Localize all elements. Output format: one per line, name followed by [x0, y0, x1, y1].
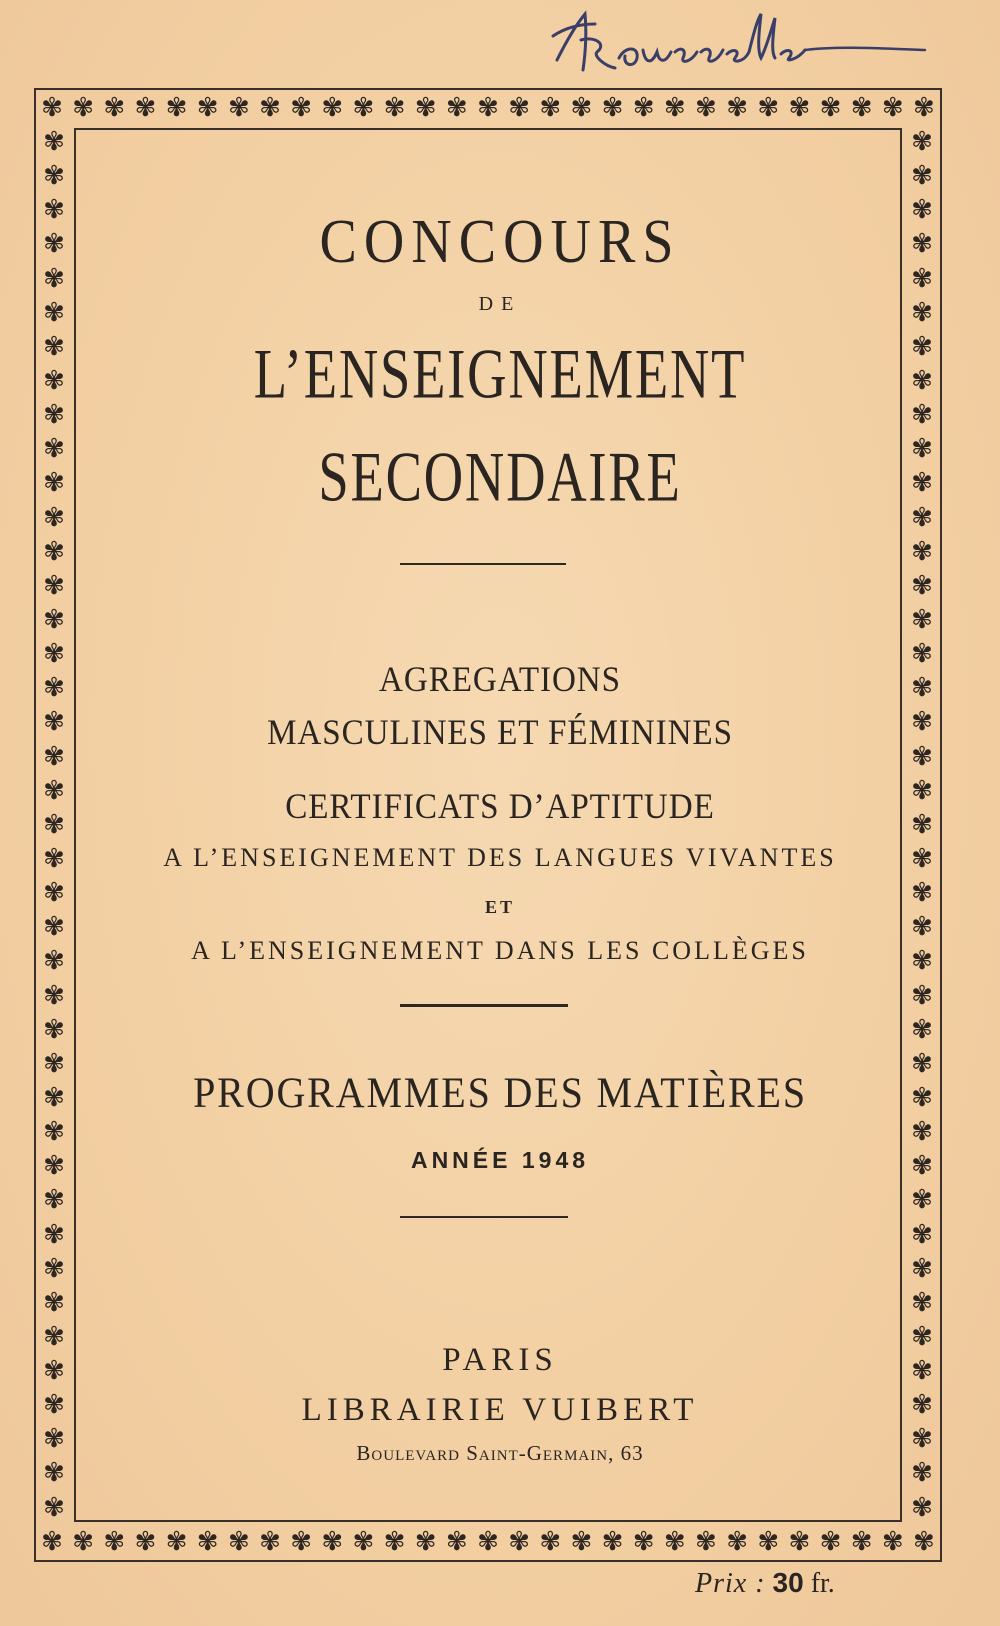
flower-ornament: ✾: [911, 1219, 933, 1250]
flower-ornament: ✾: [445, 1527, 468, 1557]
flower-ornament: ✾: [757, 1527, 780, 1557]
flower-ornament: ✾: [445, 93, 468, 123]
flower-ornament: ✾: [911, 502, 933, 533]
flower-ornament: ✾: [43, 809, 65, 840]
flower-ornament: ✾: [43, 1253, 65, 1284]
flower-ornament: ✾: [911, 946, 933, 977]
flower-ornament: ✾: [911, 639, 933, 670]
divider-rule: [400, 1216, 568, 1218]
flower-ornament: ✾: [911, 1492, 933, 1522]
flower-ornament: ✾: [911, 195, 933, 226]
flower-ornament: ✾: [43, 161, 65, 192]
flower-ornament: ✾: [43, 639, 65, 670]
flower-ornament: ✾: [43, 1151, 65, 1182]
flower-ornament: ✾: [196, 1527, 219, 1557]
flower-ornament: ✾: [911, 1117, 933, 1148]
flower-ornament: ✾: [43, 912, 65, 943]
frame-bottom-border: [38, 1526, 938, 1558]
flower-ornament: ✾: [43, 1356, 65, 1387]
flower-ornament: ✾: [477, 1527, 499, 1557]
flower-ornament: ✾: [290, 93, 313, 123]
flower-ornament: ✾: [911, 1321, 933, 1352]
flower-ornament: ✾: [43, 297, 65, 328]
flower-ornament: ✾: [290, 1527, 313, 1557]
flower-ornament: ✾: [911, 263, 933, 294]
flower-ornament: ✾: [227, 1527, 250, 1557]
flower-ornament: ✾: [913, 1527, 935, 1557]
flower-ornament: ✾: [259, 93, 281, 123]
flower-ornament: ✾: [43, 128, 65, 157]
publisher-city: PARIS: [442, 1342, 558, 1378]
flower-ornament: ✾: [911, 161, 933, 192]
flower-ornament: ✾: [43, 195, 65, 226]
flower-ornament: ✾: [43, 502, 65, 533]
flower-ornament: ✾: [165, 1527, 188, 1557]
flower-ornament: ✾: [43, 1117, 65, 1148]
flower-ornament: ✾: [911, 331, 933, 362]
flower-ornament: ✾: [43, 946, 65, 977]
flower-ornament: ✾: [352, 1527, 375, 1557]
flower-ornament: ✾: [601, 1527, 624, 1557]
flower-ornament: ✾: [539, 1527, 562, 1557]
flower-ornament: ✾: [43, 229, 65, 260]
flower-ornament: ✾: [911, 775, 933, 806]
flower-ornament: ✾: [911, 980, 933, 1011]
flower-ornament: ✾: [726, 93, 748, 123]
flower-ornament: ✾: [788, 1527, 811, 1557]
flower-ornament: ✾: [165, 93, 188, 123]
flower-ornament: ✾: [43, 400, 65, 431]
flower-ornament: ✾: [788, 93, 811, 123]
flower-ornament: ✾: [43, 604, 65, 635]
flower-ornament: ✾: [43, 1390, 65, 1421]
price-amount: 30: [772, 1567, 804, 1598]
flower-ornament: ✾: [43, 980, 65, 1011]
flower-ornament: ✾: [819, 93, 842, 123]
subtitle-et: ET: [484, 897, 515, 917]
flower-ornament: ✾: [911, 1287, 933, 1318]
publisher-address: Boulevard Saint-Germain, 63: [356, 1441, 644, 1465]
flower-ornament: ✾: [414, 1527, 437, 1557]
flower-ornament: ✾: [103, 1527, 126, 1557]
flower-ornament: ✾: [911, 1048, 933, 1079]
flower-ornament: ✾: [259, 1527, 281, 1557]
flower-ornament: ✾: [911, 434, 933, 465]
flower-ornament: ✾: [850, 93, 873, 123]
flower-ornament: ✾: [663, 93, 686, 123]
flower-ornament: ✾: [663, 1527, 686, 1557]
flower-ornament: ✾: [196, 93, 219, 123]
flower-ornament: ✾: [911, 1390, 933, 1421]
flower-ornament: ✾: [321, 1527, 344, 1557]
flower-ornament: ✾: [911, 707, 933, 738]
flower-ornament: ✾: [43, 1287, 65, 1318]
divider-rule: [400, 563, 566, 565]
flower-ornament: ✾: [911, 1458, 933, 1489]
flower-ornament: ✾: [819, 1527, 842, 1557]
flower-ornament: ✾: [43, 1048, 65, 1079]
handwritten-signature: [535, 6, 935, 86]
flower-ornament: ✾: [911, 468, 933, 499]
flower-ornament: ✾: [695, 1527, 717, 1557]
flower-ornament: ✾: [911, 809, 933, 840]
price: [695, 1567, 835, 1600]
flower-ornament: ✾: [41, 93, 63, 123]
flower-ornament: ✾: [508, 1527, 530, 1557]
flower-ornament: ✾: [570, 93, 593, 123]
publisher-name: LIBRAIRIE VUIBERT: [301, 1392, 699, 1428]
flower-ornament: ✾: [43, 1082, 65, 1113]
flower-ornament: ✾: [383, 1527, 406, 1557]
flower-ornament: ✾: [134, 1527, 157, 1557]
subtitle-langues: A L’ENSEIGNEMENT DES LANGUES VIVANTES: [163, 843, 837, 872]
flower-ornament: ✾: [321, 93, 344, 123]
flower-ornament: ✾: [911, 365, 933, 396]
flower-ornament: ✾: [43, 1321, 65, 1352]
flower-ornament: ✾: [43, 536, 65, 567]
flower-ornament: ✾: [911, 1082, 933, 1113]
flower-ornament: ✾: [570, 1527, 593, 1557]
price-label: Prix :: [695, 1568, 766, 1599]
flower-ornament: ✾: [383, 93, 406, 123]
flower-ornament: ✾: [414, 93, 437, 123]
flower-ornament: ✾: [726, 1527, 748, 1557]
title-de: DE: [478, 293, 522, 315]
flower-ornament: ✾: [43, 741, 65, 772]
program-title: PROGRAMMES DES MATIÈRES: [193, 1070, 807, 1117]
title-secondaire: SECONDAIRE: [318, 438, 682, 517]
flower-ornament: ✾: [881, 93, 904, 123]
flower-ornament: ✾: [477, 93, 499, 123]
flower-ornament: ✾: [43, 263, 65, 294]
flower-ornament: ✾: [911, 570, 933, 601]
flower-ornament: ✾: [43, 1185, 65, 1216]
subtitle-agregations: AGREGATIONS: [379, 659, 621, 699]
flower-ornament: ✾: [911, 229, 933, 260]
flower-ornament: ✾: [911, 843, 933, 874]
flower-ornament: ✾: [43, 331, 65, 362]
divider-rule: [400, 1004, 568, 1007]
flower-ornament: ✾: [41, 1527, 63, 1557]
flower-ornament: ✾: [911, 673, 933, 704]
flower-ornament: ✾: [72, 93, 95, 123]
flower-ornament: ✾: [43, 365, 65, 396]
subtitle-colleges: A L’ENSEIGNEMENT DANS LES COLLÈGES: [191, 936, 809, 965]
program-year: ANNÉE 1948: [410, 1147, 590, 1173]
flower-ornament: ✾: [911, 297, 933, 328]
flower-ornament: ✾: [43, 468, 65, 499]
title-concours: CONCOURS: [319, 207, 681, 277]
flower-ornament: ✾: [911, 1253, 933, 1284]
flower-ornament: ✾: [632, 1527, 655, 1557]
frame-top-border: [38, 92, 938, 124]
flower-ornament: ✾: [911, 604, 933, 635]
flower-ornament: ✾: [352, 93, 375, 123]
flower-ornament: ✾: [911, 128, 933, 157]
flower-ornament: ✾: [72, 1527, 95, 1557]
flower-ornament: ✾: [103, 93, 126, 123]
flower-ornament: ✾: [43, 1492, 65, 1522]
flower-ornament: ✾: [601, 93, 624, 123]
flower-ornament: ✾: [43, 707, 65, 738]
flower-ornament: ✾: [43, 775, 65, 806]
flower-ornament: ✾: [227, 93, 250, 123]
flower-ornament: ✾: [43, 1424, 65, 1455]
title-enseignement: L’ENSEIGNEMENT: [253, 335, 747, 414]
flower-ornament: ✾: [911, 1185, 933, 1216]
flower-ornament: ✾: [913, 93, 935, 123]
subtitle-masculines: MASCULINES ET FÉMININES: [267, 712, 733, 752]
price-unit: fr.: [810, 1568, 835, 1599]
flower-ornament: ✾: [911, 1014, 933, 1045]
flower-ornament: ✾: [911, 741, 933, 772]
flower-ornament: ✾: [850, 1527, 873, 1557]
flower-ornament: ✾: [43, 1014, 65, 1045]
flower-ornament: ✾: [695, 93, 717, 123]
flower-ornament: ✾: [508, 93, 530, 123]
subtitle-certificats: CERTIFICATS D’APTITUDE: [285, 786, 715, 826]
flower-ornament: ✾: [43, 673, 65, 704]
flower-ornament: ✾: [911, 878, 933, 909]
flower-ornament: ✾: [911, 536, 933, 567]
flower-ornament: ✾: [43, 1219, 65, 1250]
flower-ornament: ✾: [881, 1527, 904, 1557]
flower-ornament: ✾: [43, 570, 65, 601]
flower-ornament: ✾: [43, 434, 65, 465]
flower-ornament: ✾: [43, 1458, 65, 1489]
flower-ornament: ✾: [43, 843, 65, 874]
flower-ornament: ✾: [757, 93, 780, 123]
flower-ornament: ✾: [911, 912, 933, 943]
flower-ornament: ✾: [911, 1151, 933, 1182]
flower-ornament: ✾: [911, 1356, 933, 1387]
flower-ornament: ✾: [539, 93, 562, 123]
flower-ornament: ✾: [134, 93, 157, 123]
flower-ornament: ✾: [911, 1424, 933, 1455]
flower-ornament: ✾: [632, 93, 655, 123]
flower-ornament: ✾: [43, 878, 65, 909]
flower-ornament: ✾: [911, 400, 933, 431]
